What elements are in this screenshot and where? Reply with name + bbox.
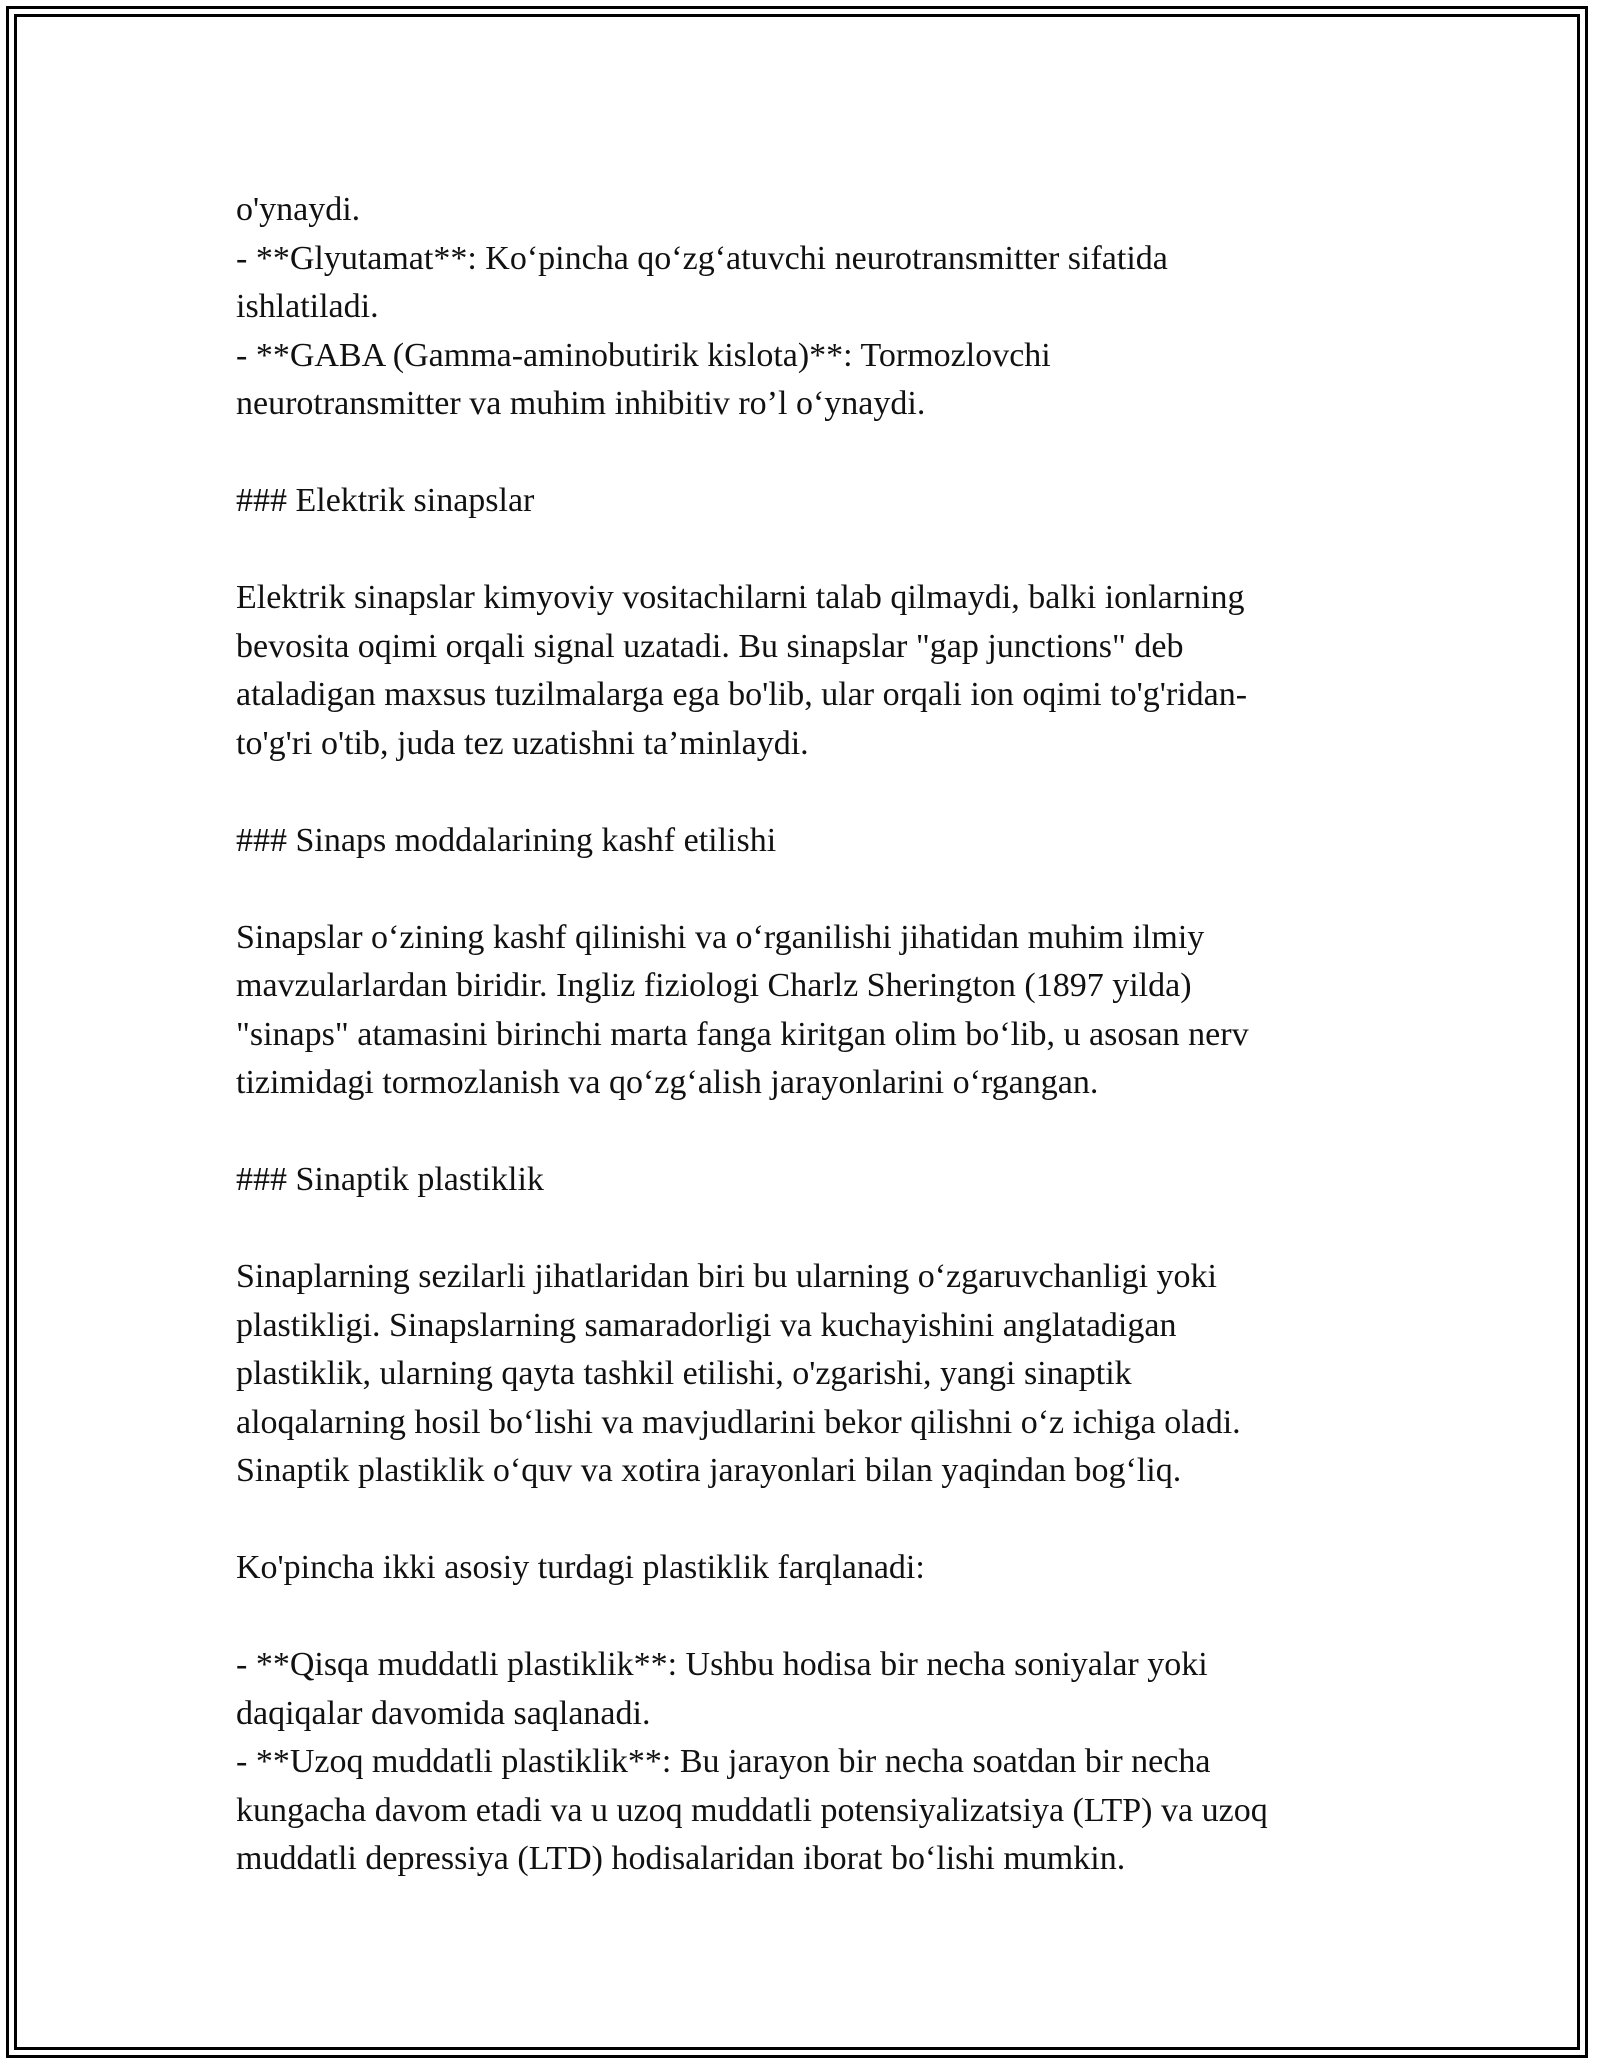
blank-line [236,429,1396,478]
text-line: o'ynaydi. [236,191,361,228]
list-item-qisqa-muddatli: - **Qisqa muddatli plastiklik**: Ushbu hodisa bir necha soniyalar yoki [236,1646,1208,1683]
blank-line [236,526,1396,575]
text-line: daqiqalar davomida saqlanadi. [236,1694,651,1732]
text-line: neurotransmitter va muhim inhibitiv ro’l o‘ynaydi. [236,385,926,422]
list-item-glyutamat: - **Glyutamat**: Ko‘pincha qo‘zg‘atuvchi neurotransmitter sifatida [236,239,1168,277]
paragraph-line: Elektrik sinapslar kimyoviy vositachilarni talab qilmaydi, balki ionlarning [236,579,1245,616]
paragraph-line: "sinaps" atamasini birinchi marta fanga kiritgan olim bo‘lib, u asosan nerv [236,1015,1249,1053]
paragraph-line: plastikligi. Sinapslarning samaradorligi va kuchayishini anglatadigan [236,1306,1177,1344]
paragraph-line: plastiklik, ularning qayta tashkil etilishi, o'zgarishi, yangi sinaptik [236,1355,1132,1392]
heading-sinaps-kashf: ### Sinaps moddalarining kashf etilishi [236,821,777,859]
paragraph-line: to'g'ri o'tib, juda tez uzatishni ta’minlaydi. [236,724,809,762]
text-line: kungacha davom etadi va u uzoq muddatli potensiyalizatsiya (LTP) va uzoq [236,1791,1268,1829]
paragraph-line: Ko'pincha ikki asosiy turdagi plastiklik farqlanadi: [236,1549,925,1586]
blank-line [236,1205,1396,1254]
blank-line [236,1108,1396,1157]
list-item-gaba: - **GABA (Gamma-aminobutirik kislota)**: Tormozlovchi [236,336,1051,374]
paragraph-line: Sinapslar o‘zining kashf qilinishi va o‘rganilishi jihatidan muhim ilmiy [236,918,1205,956]
paragraph-line: aloqalarning hosil bo‘lishi va mavjudlarini bekor qilishni o‘z ichiga oladi. [236,1403,1241,1441]
document-body [236,186,1396,1884]
text-line: muddatli depressiya (LTD) hodisalaridan iborat bo‘lishi mumkin. [236,1840,1126,1877]
paragraph-line: Sinaplarning sezilarli jihatlaridan biri bu ularning o‘zgaruvchanligi yoki [236,1258,1218,1295]
paragraph-line: mavzularlardan biridir. Ingliz fiziologi Charlz Sherington (1897 yilda) [236,967,1192,1004]
list-item-uzoq-muddatli: - **Uzoq muddatli plastiklik**: Bu jarayon bir necha soatdan bir necha [236,1743,1211,1780]
heading-elektrik-sinapslar: ### Elektrik sinapslar [236,482,535,519]
paragraph-line: Sinaptik plastiklik o‘quv va xotira jarayonlari bilan yaqindan bog‘liq. [236,1452,1182,1489]
blank-line [236,865,1396,914]
text-line: ishlatiladi. [236,288,379,325]
blank-line [236,1593,1396,1642]
paragraph-line: ataladigan maxsus tuzilmalarga ega bo'lib, ular orqali ion oqimi to'g'ridan- [236,676,1248,713]
blank-line [236,768,1396,817]
paragraph-line: tizimidagi tormozlanish va qo‘zg‘alish jarayonlarini o‘rgangan. [236,1064,1099,1101]
heading-sinaptik-plastiklik: ### Sinaptik plastiklik [236,1161,544,1198]
paragraph-line: bevosita oqimi orqali signal uzatadi. Bu sinapslar "gap junctions" deb [236,627,1184,665]
blank-line [236,1496,1396,1545]
